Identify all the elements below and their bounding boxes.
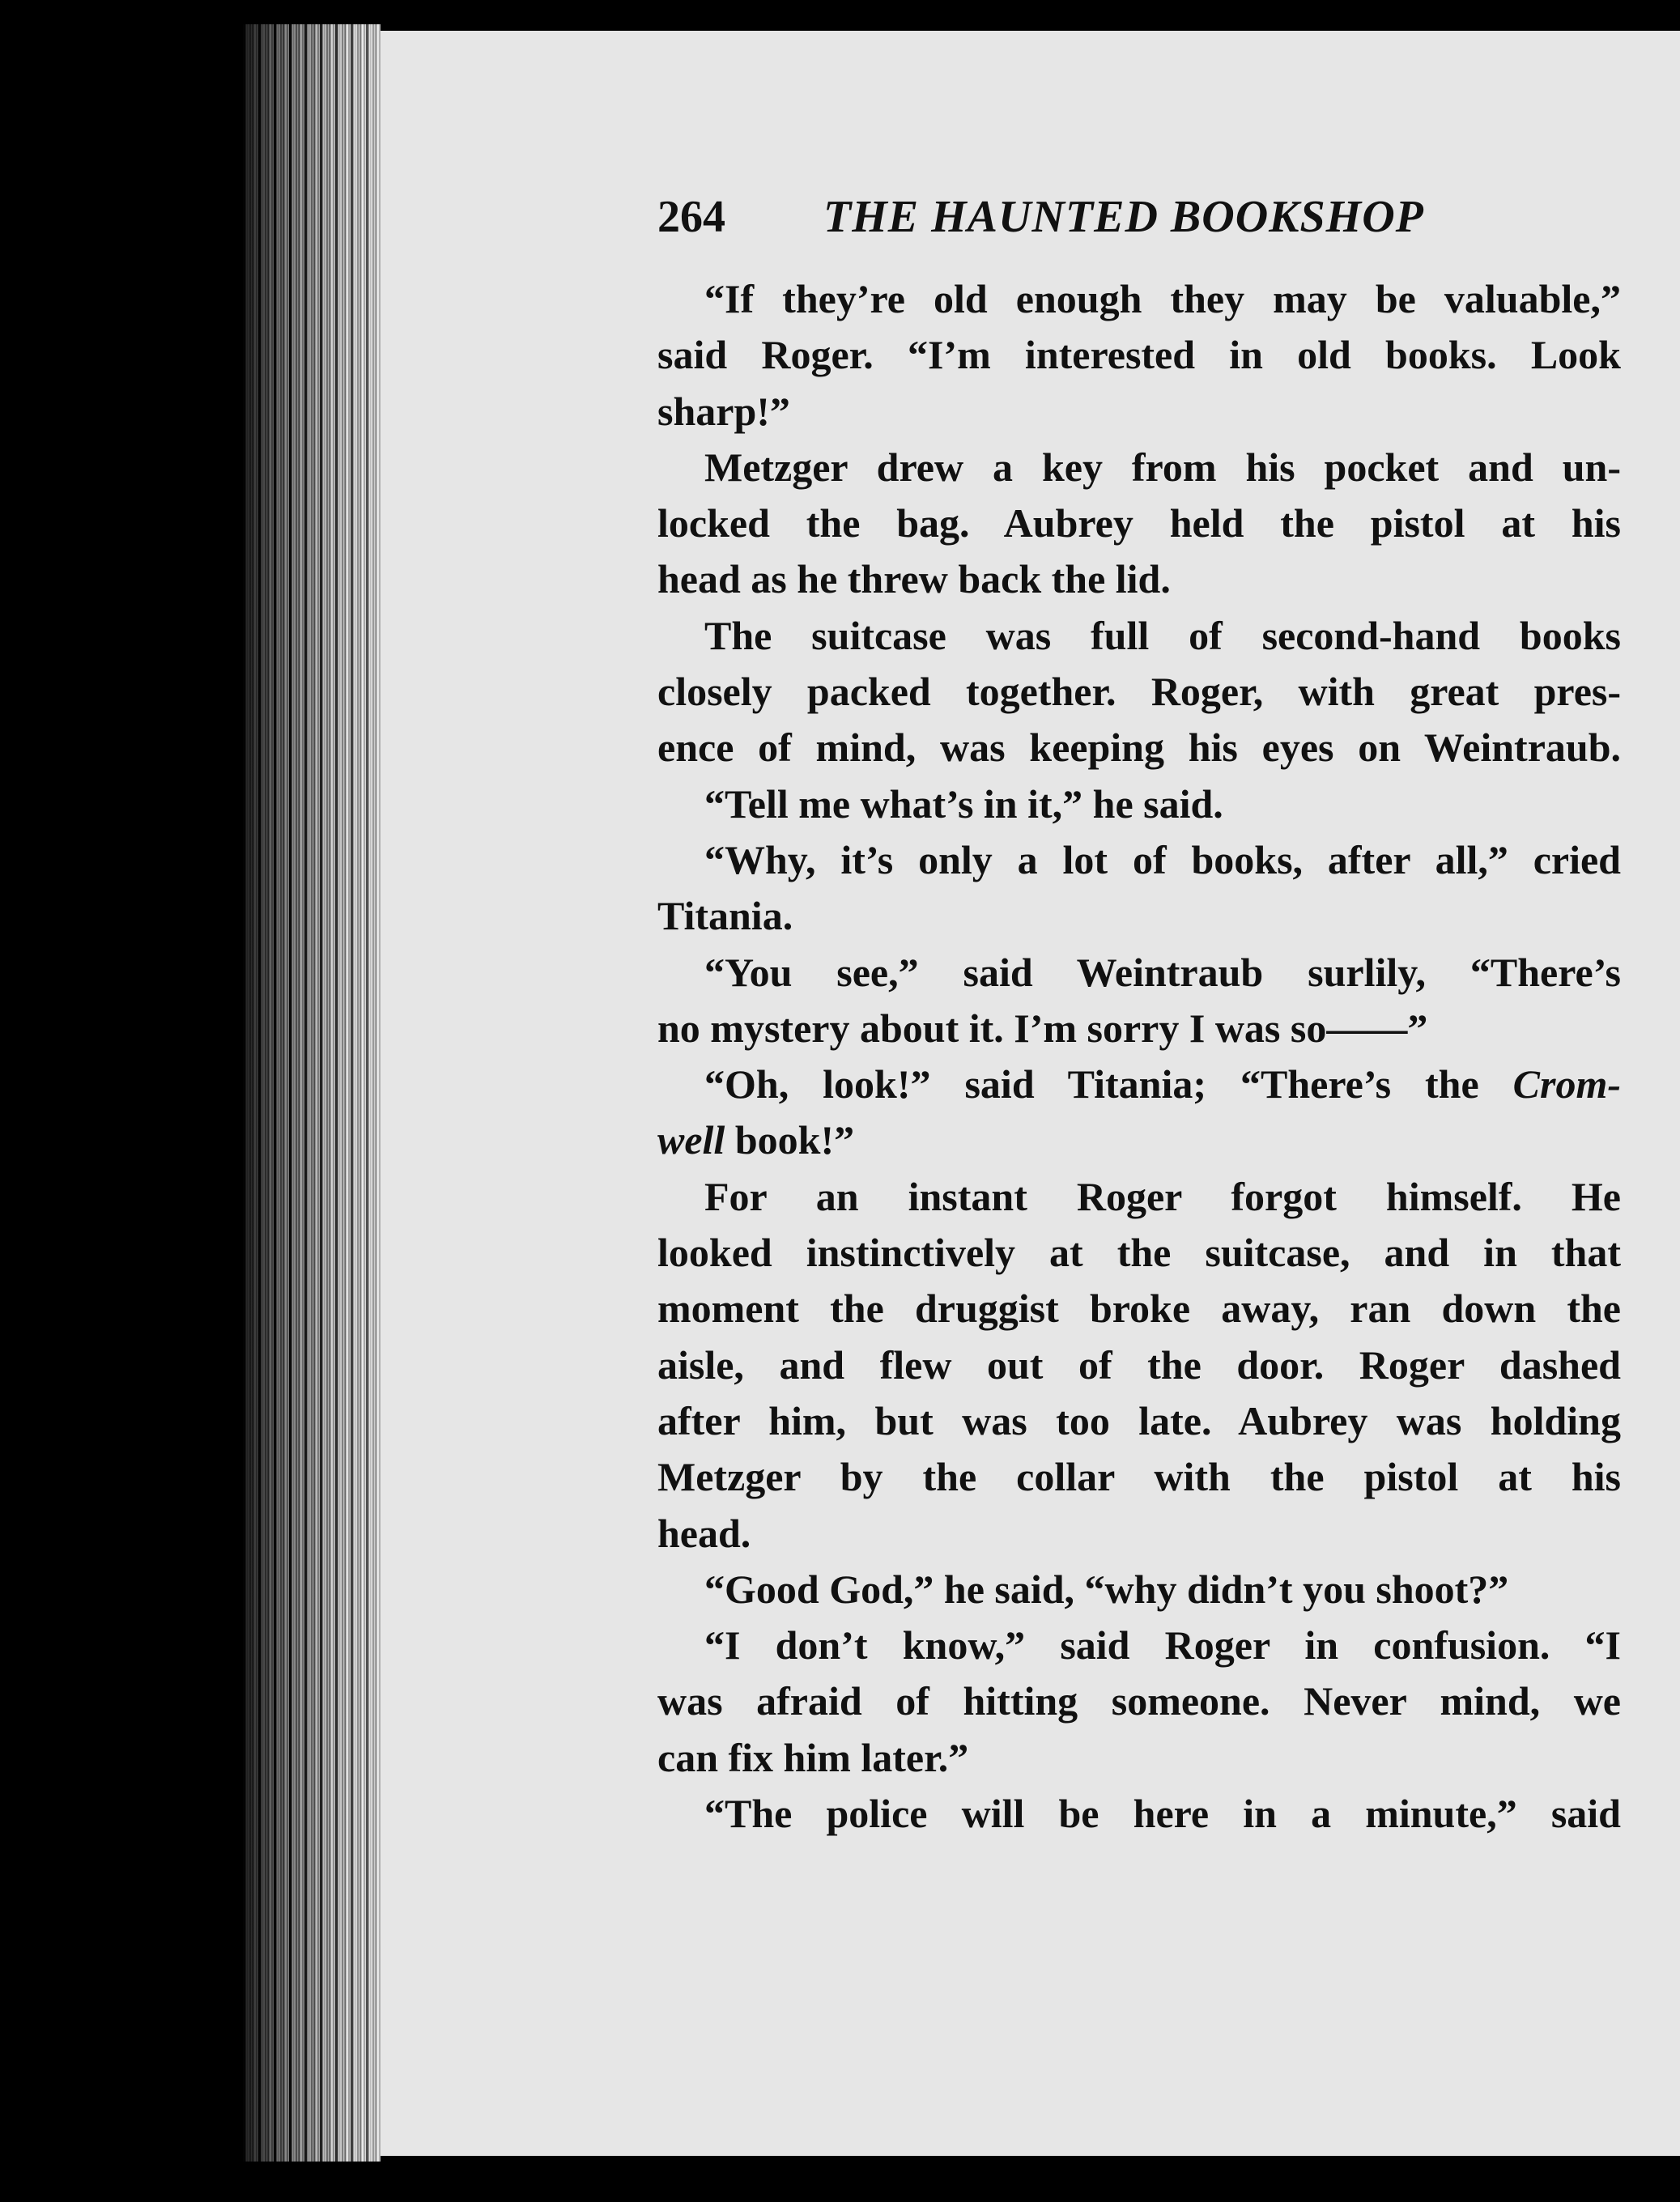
text-line: “You see,” said Weintraub surlily, “There’s [704, 949, 1621, 995]
text-line: closely packed together. Roger, with great pres- [657, 669, 1621, 715]
text-line: “Tell me what’s in it,” he said. [704, 780, 1223, 827]
text-line: ence of mind, was keeping his eyes on Weintraub. [657, 725, 1621, 771]
text-segment: “Oh, look!” said Titania; “There’s the [704, 1061, 1513, 1107]
text-line: after him, but was too late. Aubrey was holding [657, 1397, 1621, 1443]
text-line: “The police will be here in a minute,” said [704, 1791, 1621, 1837]
text-line [657, 1112, 1621, 1168]
text-line: moment the druggist broke away, ran down the [657, 1286, 1621, 1332]
text-line [657, 1056, 1621, 1112]
text-line: said Roger. “I’m interested in old books. Look [657, 332, 1621, 378]
text-segment: book!” [725, 1117, 855, 1163]
italic-title: well [657, 1117, 725, 1163]
page-number: 264 [657, 192, 725, 242]
italic-title: Crom- [1512, 1061, 1621, 1107]
text-line: For an instant Roger forgot himself. He [704, 1173, 1621, 1219]
text-line: looked instinctively at the suitcase, and in that [657, 1230, 1621, 1276]
text-line: head as he threw back the lid. [657, 556, 1171, 602]
text-line: “I don’t know,” said Roger in confusion. “I [704, 1622, 1621, 1669]
text-line: The suitcase was full of second-hand books [704, 612, 1621, 658]
text-line: “If they’re old enough they may be valuable,” [704, 276, 1621, 321]
running-head [657, 185, 1621, 257]
body-text [657, 271, 1621, 1842]
text-line: can fix him later.” [657, 1734, 969, 1780]
text-line: no mystery about it. I’m sorry I was so——” [657, 1005, 1428, 1051]
text-line: “Why, it’s only a lot of books, after all,” cried [704, 836, 1621, 882]
text-line: sharp!” [657, 388, 790, 434]
text-line: “Good God,” he said, “why didn’t you shoot?” [704, 1566, 1509, 1612]
text-line: Metzger drew a key from his pocket and un- [704, 444, 1621, 490]
text-line: Titania. [657, 893, 793, 939]
text-line: was afraid of hitting someone. Never mind, we [657, 1678, 1621, 1724]
book-title: THE HAUNTED BOOKSHOP [823, 192, 1424, 242]
text-line: head. [657, 1510, 751, 1556]
text-line: Metzger by the collar with the pistol at his [657, 1454, 1621, 1500]
text-line: aisle, and flew out of the door. Roger dashed [657, 1341, 1621, 1388]
text-line: locked the bag. Aubrey held the pistol at his [657, 500, 1621, 546]
page-edges [243, 24, 381, 2162]
